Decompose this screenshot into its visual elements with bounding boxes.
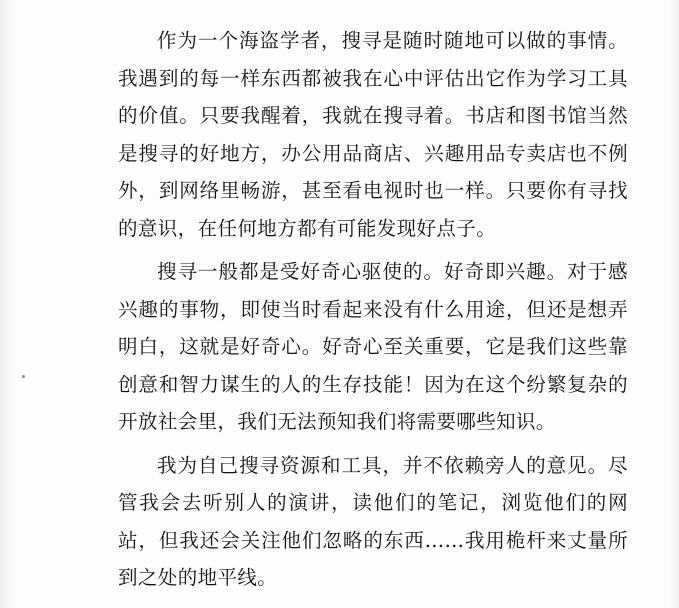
paragraph: 作为一个海盗学者，搜寻是随时随地可以做的事情。我遇到的每一样东西都被我在心中评估出它作为学习工具的价值。只要我醒着，我就在搜寻着。书店和图书馆当然是搜寻的好地方，办公用品商店、兴趣用品专卖店也不例外，到网络里畅游，甚至看电视时也一样。只要你有寻找的意识，在任何地方都有可能发现好点子。 <box>118 29 628 240</box>
paragraph: 我为自己搜寻资源和工具，并不依赖旁人的意见。尽管我会去听别人的演讲，读他们的笔记，浏览他们的网站，但我还会关注他们忽略的东西……我用桅杆来丈量所到之处的地平线。 <box>118 453 628 589</box>
margin-speck-artifact <box>22 375 25 378</box>
body-text-block <box>118 22 628 597</box>
page-right-edge-shading <box>669 0 679 608</box>
paragraph: 搜寻一般都是受好奇心驱使的。好奇即兴趣。对于感兴趣的事物，即使当时看起来没有什么用途，但还是想弄明白，这就是好奇心。好奇心至关重要，它是我们这些靠创意和智力谋生的人的生存技能！因为在这个纷繁复杂的开放社会里，我们无法预知我们将需要哪些知识。 <box>118 260 628 433</box>
page-left-edge-shading <box>0 0 14 608</box>
